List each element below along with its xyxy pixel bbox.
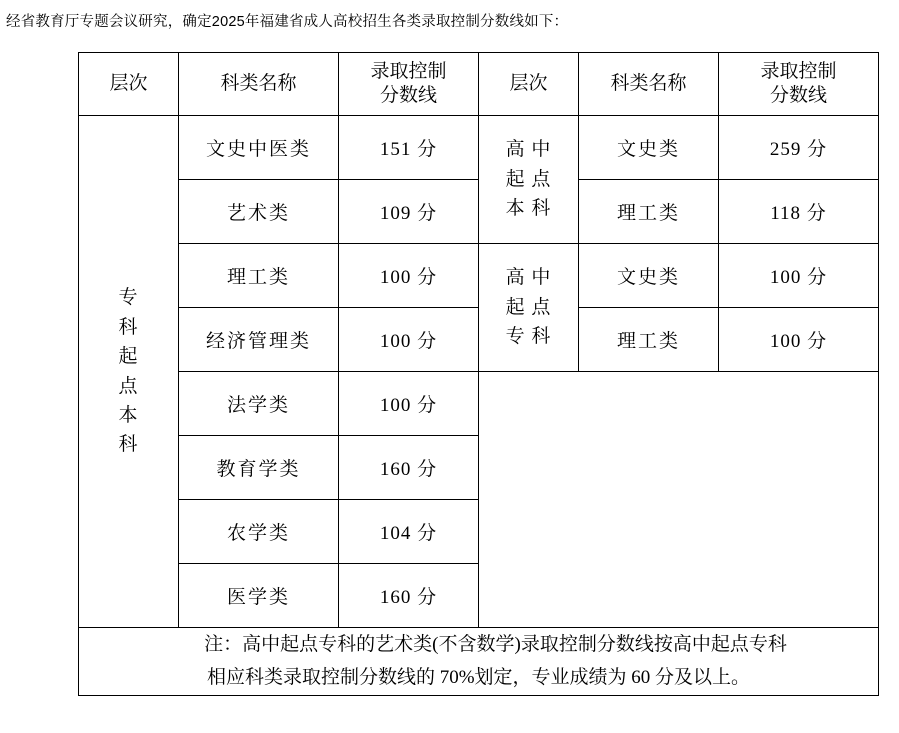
table-note-row [79,628,879,696]
left-category-2: 艺术类 [179,180,339,244]
right-category-1: 文史类 [579,116,719,180]
header-score-right-line1: 录取控制 [760,61,837,83]
header-score-left [339,53,479,116]
right-score-3: 100 分 [719,244,879,308]
right-level-2-line-2: 起 点 [505,296,552,318]
right-score-1: 259 分 [719,116,879,180]
right-level-2-line-1: 高 中 [505,267,552,289]
score-table-container [78,52,878,696]
right-category-3: 文史类 [579,244,719,308]
right-category-4: 理工类 [579,308,719,372]
note-cell [79,628,879,696]
left-level-char-1: 专 [118,287,139,309]
left-score-3: 100 分 [339,244,479,308]
left-score-8: 160 分 [339,564,479,628]
left-category-4: 经济管理类 [179,308,339,372]
right-level-1-line-3: 本 科 [505,198,552,220]
header-level-right: 层次 [479,53,579,116]
right-category-2: 理工类 [579,180,719,244]
left-level-char-2: 科 [118,316,139,338]
intro-paragraph: 经省教育厅专题会议研究，确定2025年福建省成人高校招生各类录取控制分数线如下： [6,14,569,30]
header-score-left-line1: 录取控制 [370,61,447,83]
left-level-char-5: 本 [118,404,139,426]
left-level-char-6: 科 [118,434,139,456]
left-score-1: 151 分 [339,116,479,180]
left-category-3: 理工类 [179,244,339,308]
left-score-2: 109 分 [339,180,479,244]
left-score-4: 100 分 [339,308,479,372]
left-score-6: 160 分 [339,436,479,500]
admission-score-table [78,52,879,696]
note-line-1: 注：高中起点专科的艺术类(不含数学)录取控制分数线按高中起点专科 [204,634,787,655]
left-category-6: 教育学类 [179,436,339,500]
table-row [79,116,879,180]
header-score-left-line2: 分数线 [379,85,437,106]
left-level-cell [79,116,179,628]
left-score-5: 100 分 [339,372,479,436]
right-level-1-line-2: 起 点 [505,168,552,190]
right-level-cell-1 [479,116,579,244]
right-score-4: 100 分 [719,308,879,372]
right-score-2: 118 分 [719,180,879,244]
table-row [79,372,879,436]
left-level-char-4: 点 [118,375,139,397]
right-level-1-line-1: 高 中 [505,139,552,161]
header-level-left: 层次 [79,53,179,116]
header-score-right-line2: 分数线 [769,85,827,106]
header-score-right [719,53,879,116]
left-score-7: 104 分 [339,500,479,564]
note-line-2: 相应科类录取控制分数线的 70%划定，专业成绩为 60 分及以上。 [206,667,751,689]
left-category-5: 法学类 [179,372,339,436]
left-category-7: 农学类 [179,500,339,564]
left-category-8: 医学类 [179,564,339,628]
empty-area [479,372,879,628]
table-row [79,244,879,308]
header-category-right: 科类名称 [579,53,719,116]
left-category-1: 文史中医类 [179,116,339,180]
left-level-char-3: 起 [118,346,139,368]
right-level-2-line-3: 专 科 [505,326,552,348]
header-category-left: 科类名称 [179,53,339,116]
table-header-row [79,53,879,116]
right-level-cell-2 [479,244,579,372]
